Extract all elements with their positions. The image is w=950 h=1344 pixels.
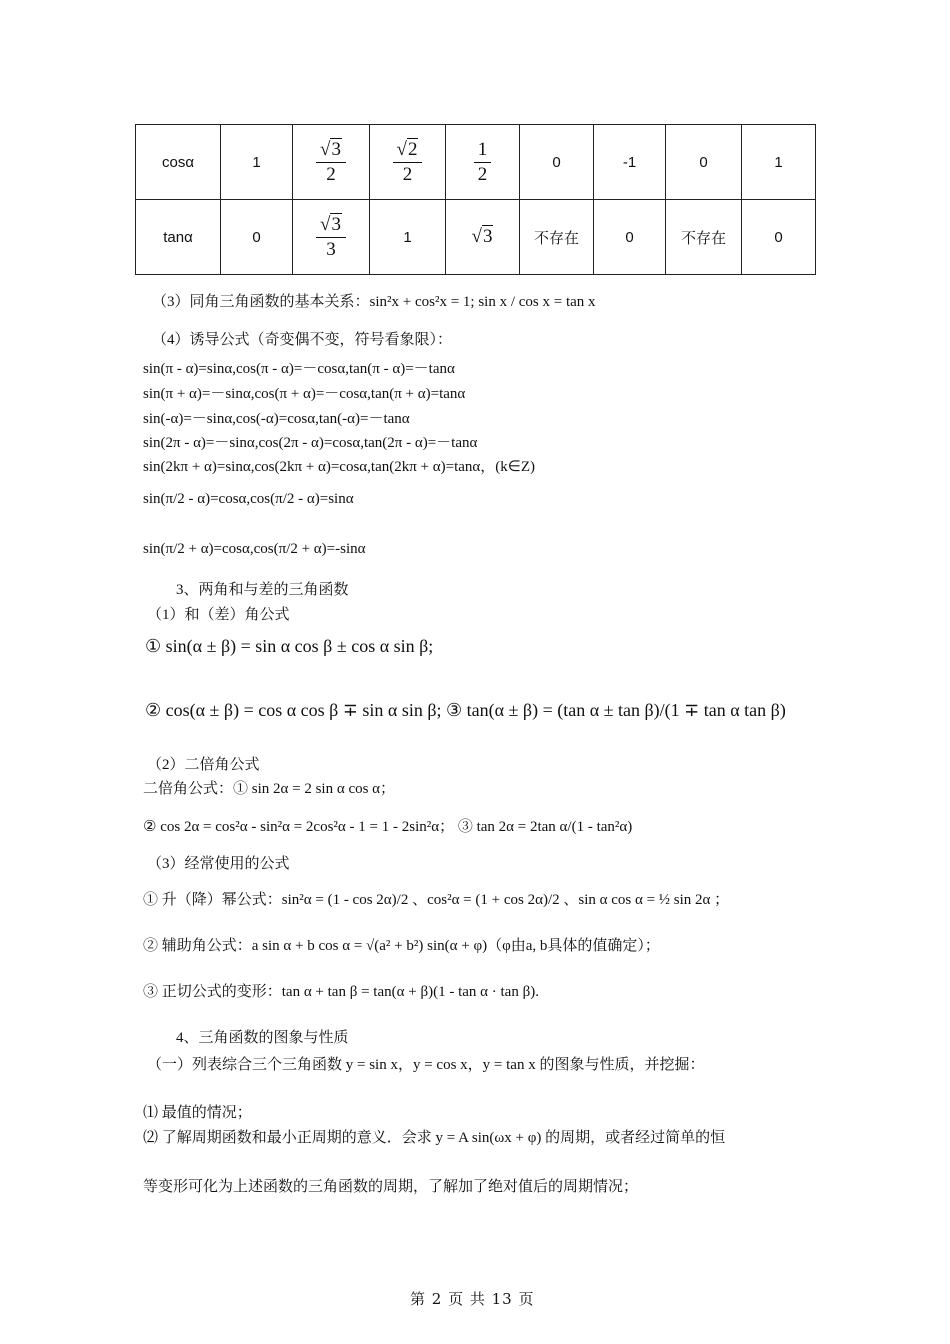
table-row-tan xyxy=(136,200,816,275)
sum-difference-cos-tan: ② cos(α ± β) = cos α cos β ∓ sin α sin β; ③ tan(α ± β) = (tan α ± tan β)/(1 ∓ tan α tan β) xyxy=(145,700,786,720)
tangent-variation-formula: ③ 正切公式的变形：tan α + tan β = tan(α + β)(1 - tan α · tan β). xyxy=(143,984,539,1000)
table-cell: 0 xyxy=(742,200,816,275)
row-label: tanα xyxy=(136,200,221,275)
table-cell xyxy=(446,200,520,275)
formula-line: sin(-α)=－sinα,cos(-α)=cosα,tan(-α)=－tanα xyxy=(143,411,410,427)
table-cell: 0 xyxy=(666,125,742,200)
trig-value-table xyxy=(135,124,816,275)
formula-line: sin(π - α)=sinα,cos(π - α)=－cosα,tan(π - α)=－tanα xyxy=(143,361,455,377)
section-heading: 4、三角函数的图象与性质 xyxy=(176,1030,349,1046)
table-cell: 0 xyxy=(520,125,594,200)
formula-line: sin(π/2 - α)=cosα,cos(π/2 - α)=sinα xyxy=(143,491,354,507)
paragraph-line: ⑵ 了解周期函数和最小正周期的意义．会求 y = A sin(ωx + φ) 的周期，或者经过简单的恒 xyxy=(143,1130,726,1146)
fraction-sqrt3-over-3: $\frac{√3}{3}$ xyxy=(316,215,346,260)
table-cell: 0 xyxy=(594,200,666,275)
subsection-heading: （2）二倍角公式 xyxy=(147,757,260,773)
table-cell: 不存在 xyxy=(520,200,594,275)
paragraph-line: （一）列表综合三个三角函数 y = sin x，y = cos x，y = tan x 的图象与性质，并挖掘： xyxy=(147,1057,705,1073)
table-cell: 0 xyxy=(221,200,293,275)
page-footer: 第 2 页 共 13 页 xyxy=(410,1290,535,1308)
table-cell xyxy=(293,125,370,200)
sum-difference-sin: ① sin(α ± β) = sin α cos β ± cos α sin β; xyxy=(145,636,434,656)
auxiliary-angle-formula: ② 辅助角公式：a sin α + b cos α = √(a² + b²) sin(α + φ)（φ由a, b具体的值确定）； xyxy=(143,938,660,954)
row-label: cosα xyxy=(136,125,221,200)
formula-line: sin(π/2 + α)=cosα,cos(π/2 + α)=-sinα xyxy=(143,541,366,557)
table-cell: -1 xyxy=(594,125,666,200)
double-angle-cos-tan: ② cos 2α = cos²α - sin²α = 2cos²α - 1 = 1 - 2sin²α； ③ tan 2α = 2tan α/(1 - tan²α) xyxy=(143,819,633,835)
formula-line: sin(2π - α)=－sinα,cos(2π - α)=cosα,tan(2π - α)=－tanα xyxy=(143,435,478,451)
induction-formula-heading: （4）诱导公式（奇变偶不变，符号看象限）： xyxy=(152,332,453,348)
sqrt-3: √3 xyxy=(471,226,493,247)
double-angle-sin: 二倍角公式：① sin 2α = 2 sin α cos α； xyxy=(143,781,396,797)
table-cell: 1 xyxy=(742,125,816,200)
section-heading: 3、两角和与差的三角函数 xyxy=(176,582,349,598)
fraction-sqrt2-over-2: $\frac{√2}{2}$ xyxy=(393,140,423,185)
formula-line: sin(π + α)=－sinα,cos(π + α)=－cosα,tan(π + α)=tanα xyxy=(143,386,466,402)
table-cell xyxy=(370,125,446,200)
paragraph-line: 等变形可化为上述函数的三角函数的周期，了解加了绝对值后的周期情况； xyxy=(143,1179,639,1195)
paragraph-line: ⑴ 最值的情况； xyxy=(143,1105,252,1121)
fraction-sqrt3-over-2: $\frac{√3}{2}$ xyxy=(316,140,346,185)
subsection-heading: （3）经常使用的公式 xyxy=(147,856,290,872)
formula-line: sin(2kπ + α)=sinα,cos(2kπ + α)=cosα,tan(2kπ + α)=tanα，(k∈Z) xyxy=(143,459,535,475)
table-cell: 不存在 xyxy=(666,200,742,275)
fraction-1-over-2: $\frac{1}{2}$ xyxy=(474,140,492,185)
subsection-heading: （1）和（差）角公式 xyxy=(147,607,290,623)
basic-relation-line: （3）同角三角函数的基本关系：sin²x + cos²x = 1; sin x / cos x = tan x xyxy=(152,294,596,310)
table-cell: 1 xyxy=(221,125,293,200)
table-cell: 1 xyxy=(370,200,446,275)
table-cell xyxy=(446,125,520,200)
table-row-cos xyxy=(136,125,816,200)
power-formula: ① 升（降）幂公式：sin²α = (1 - cos 2α)/2 、cos²α = (1 + cos 2α)/2 、sin α cos α = ½ sin 2α ； xyxy=(143,892,730,908)
table-cell xyxy=(293,200,370,275)
